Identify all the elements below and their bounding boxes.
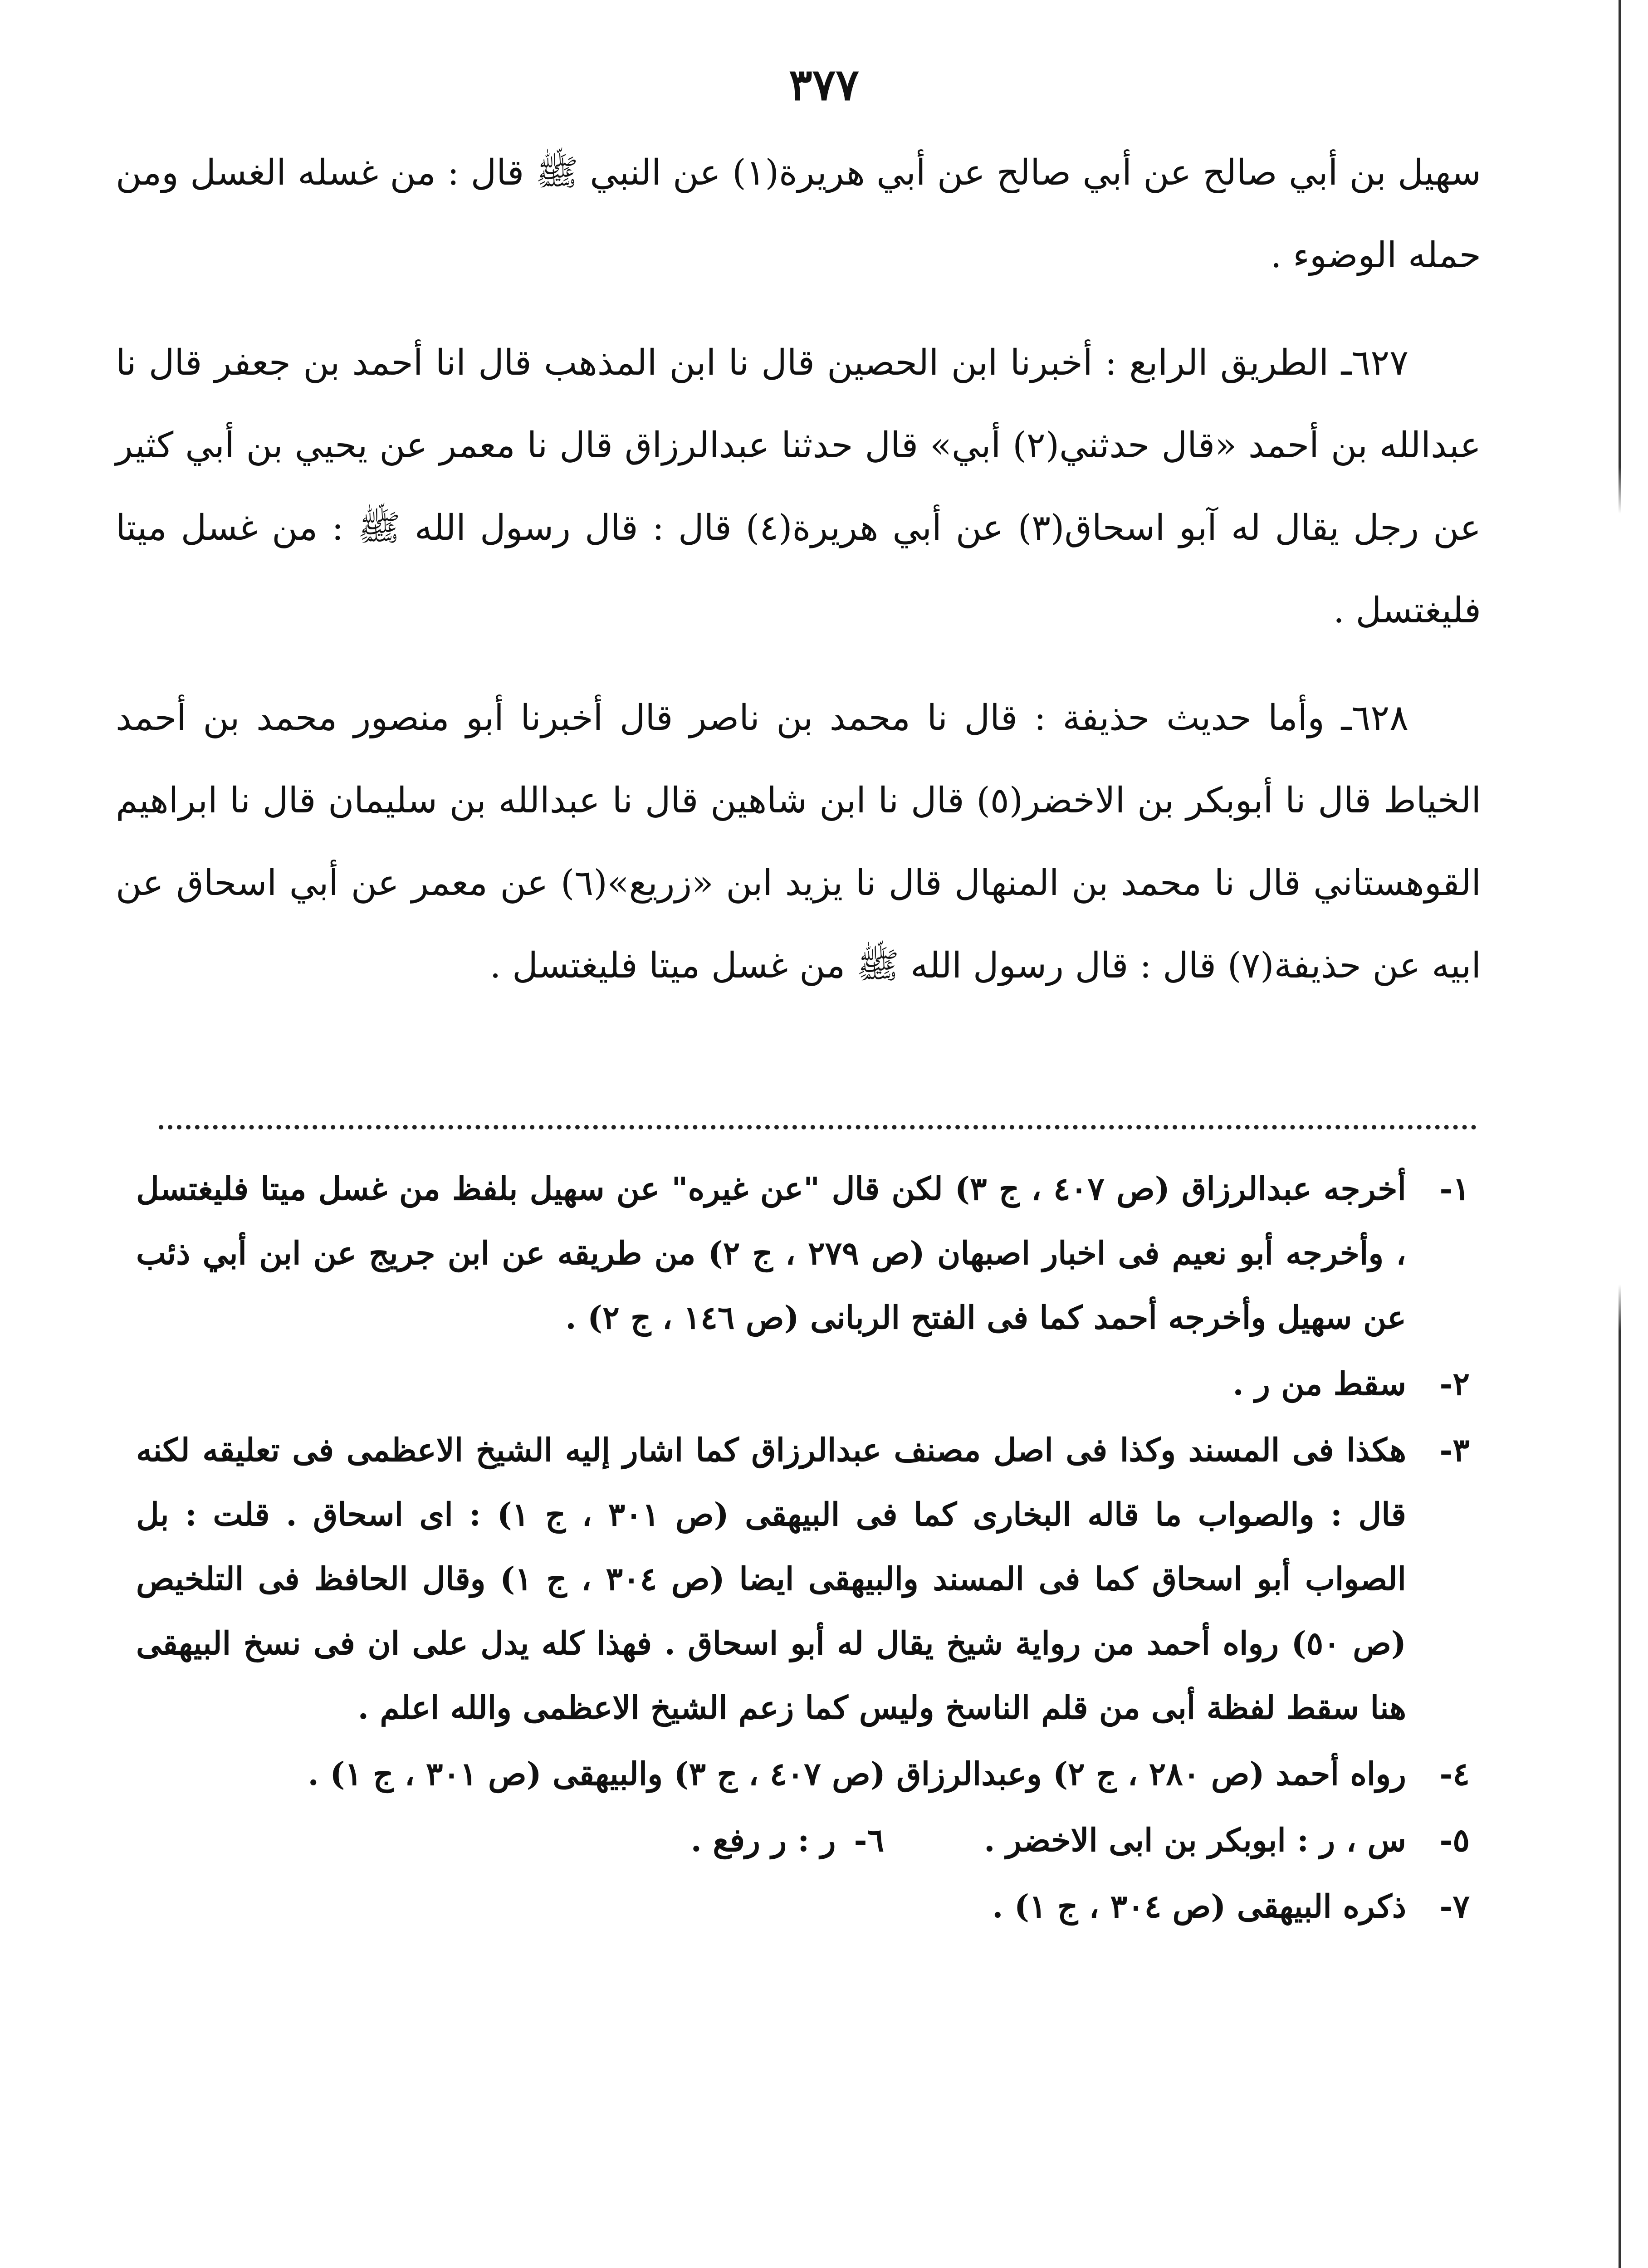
footnote-number: ٥-: [1439, 1821, 1470, 1859]
spacer: [884, 1808, 984, 1872]
footnote-7: [136, 1874, 1470, 1939]
footnote-1: [136, 1157, 1470, 1350]
footnote-3: [136, 1418, 1470, 1740]
paragraph-number: ٦٢٧ـ: [1341, 342, 1408, 383]
footnote-number: ١-: [1439, 1170, 1470, 1207]
footnote-text: هكذا فى المسند وكذا فى اصل مصنف عبدالرزاق كما اشار إليه الشيخ الاعظمى فى تعليقه لكنه قال : والصواب ما قاله البخارى كما فى البيهقى (ص ٣٠١ ، ج ١) : اى اسحاق . قلت : بل الصواب أبو اسحاق كما فى المسند والبيهقى ايضا (ص ٣٠٤ ، ج ١) وقال الحافظ فى التلخيص (ص ٥٠) رواه أحمد من رواية شيخ يقال له أبو اسحاق . فهذا كله يدل على ان فى نسخ البيهقى هنا سقط لفظة أبى من قلم الناسخ وليس كما زعم الشيخ الاعظمى والله اعلم .: [136, 1431, 1407, 1726]
footnote-number: ٤-: [1439, 1755, 1470, 1793]
footnote-text: ر : ر رفع .: [690, 1821, 836, 1859]
footnote-5-6: [136, 1808, 1470, 1872]
footnote-number: ٦-: [854, 1821, 885, 1859]
footnote-text: سقط من ر .: [1232, 1365, 1406, 1403]
scan-edge-line: [1619, 0, 1621, 2268]
footnote-number: ٣-: [1439, 1431, 1470, 1469]
spacer: [836, 1808, 854, 1872]
footnote-text: ذكره البيهقى (ص ٣٠٤ ، ج ١) .: [992, 1887, 1406, 1925]
footnote-number: ٧-: [1439, 1887, 1470, 1925]
paragraph-627: [116, 322, 1481, 652]
main-text: [116, 132, 1481, 1032]
footnote-inline-group: [691, 1808, 1406, 1872]
footnote-4: [136, 1742, 1470, 1806]
paragraph-628: [116, 677, 1481, 1007]
footnote-2: [136, 1352, 1470, 1416]
footnotes: [136, 1157, 1470, 1941]
footnote-number: ٢-: [1439, 1365, 1470, 1403]
paragraph-number: ٦٢٨ـ: [1341, 698, 1409, 738]
paragraph-text: وأما حديث حذيفة : قال نا محمد بن ناصر قال أخبرنا أبو منصور محمد بن أحمد الخياط قال نا أبوبكر بن الاخضر(٥) قال نا ابن شاهين قال نا عبدالله بن سليمان قال نا ابراهيم القوهستاني قال نا محمد بن المنهال قال نا يزيد ابن «زريع»(٦) عن معمر عن أبي اسحاق عن ابيه عن حذيفة(٧) قال : قال رسول الله ﷺ من غسل ميتا فليغتسل .: [116, 698, 1482, 986]
page-number: ٣٧٧: [789, 59, 859, 110]
footnote-divider: [159, 1125, 1477, 1129]
paragraph-text: سهيل بن أبي صالح عن أبي صالح عن أبي هريرة(١) عن النبي ﷺ قال : من غسله الغسل ومن حمله الوضوء .: [116, 152, 1481, 276]
footnote-text: أخرجه عبدالرزاق (ص ٤٠٧ ، ج ٣) لكن قال "عن غيره" عن سهيل بلفظ من غسل ميتا فليغتسل ، وأخرجه أبو نعيم فى اخبار اصبهان (ص ٢٧٩ ، ج ٢) من طريقه عن ابن جريج عن ابن أبي ذئب عن سهيل وأخرجه أحمد كما فى الفتح الربانى (ص ١٤٦ ، ج ٢) .: [136, 1170, 1407, 1336]
paragraph-continuation: [116, 132, 1481, 297]
footnote-text: رواه أحمد (ص ٢٨٠ ، ج ٢) وعبدالرزاق (ص ٤٠٧ ، ج ٣) والبيهقى (ص ٣٠١ ، ج ١) .: [308, 1755, 1406, 1793]
footnote-text: س ، ر : ابوبكر بن ابى الاخضر .: [984, 1821, 1406, 1859]
paragraph-text: الطريق الرابع : أخبرنا ابن الحصين قال نا ابن المذهب قال انا أحمد بن جعفر قال نا عبدالله بن أحمد «قال حدثني(٢) أبي» قال حدثنا عبدالرزاق قال نا معمر عن يحيي بن أبي كثير عن رجل يقال له آبو اسحاق(٣) عن أبي هريرة(٤) قال : قال رسول الله ﷺ : من غسل ميتا فليغتسل .: [116, 342, 1482, 631]
